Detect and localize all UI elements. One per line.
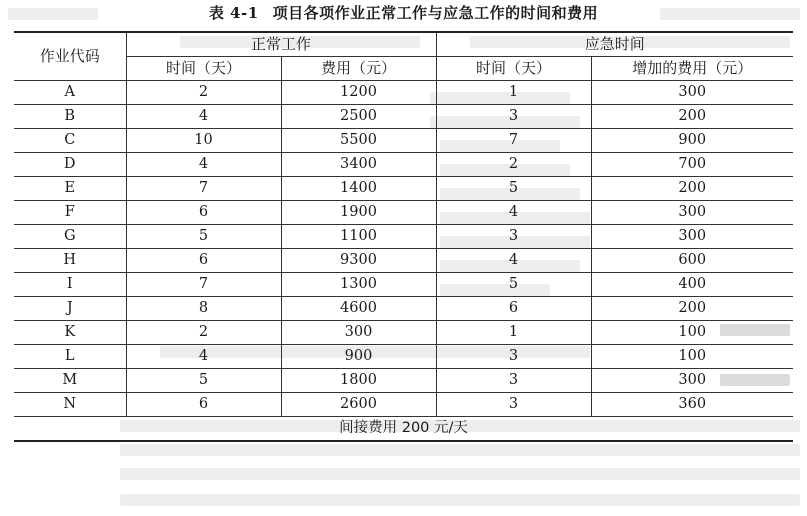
cell-extra-cost: 200 — [591, 177, 793, 201]
cell-normal-time: 6 — [126, 201, 281, 225]
cell-normal-cost: 900 — [281, 345, 436, 369]
indirect-cost-note: 间接费用 200 元/天 — [14, 417, 793, 442]
table-row — [14, 369, 793, 393]
cell-normal-cost: 9300 — [281, 249, 436, 273]
cell-activity-code: K — [14, 321, 126, 345]
cell-activity-code: J — [14, 297, 126, 321]
cell-crash-time: 3 — [436, 369, 591, 393]
cell-normal-cost: 3400 — [281, 153, 436, 177]
table-row — [14, 297, 793, 321]
cell-normal-cost: 2500 — [281, 105, 436, 129]
table-row — [14, 105, 793, 129]
table-body — [14, 81, 793, 417]
cell-crash-time: 1 — [436, 321, 591, 345]
cell-normal-time: 4 — [126, 153, 281, 177]
cell-normal-time: 6 — [126, 249, 281, 273]
cell-activity-code: H — [14, 249, 126, 273]
header-crash-extra-cost: 增加的费用（元） — [591, 57, 793, 81]
table-row — [14, 393, 793, 417]
cell-extra-cost: 600 — [591, 249, 793, 273]
header-crash-group: 应急时间 — [436, 32, 793, 57]
table-row — [14, 81, 793, 105]
cell-normal-cost: 1200 — [281, 81, 436, 105]
cell-activity-code: L — [14, 345, 126, 369]
cell-crash-time: 1 — [436, 81, 591, 105]
cell-crash-time: 4 — [436, 201, 591, 225]
table-caption — [0, 2, 807, 23]
cell-activity-code: A — [14, 81, 126, 105]
header-normal-group: 正常工作 — [126, 32, 436, 57]
cell-crash-time: 4 — [436, 249, 591, 273]
header-normal-time: 时间（天） — [126, 57, 281, 81]
table-row — [14, 201, 793, 225]
cell-normal-cost: 1100 — [281, 225, 436, 249]
cell-normal-time: 6 — [126, 393, 281, 417]
cell-crash-time: 2 — [436, 153, 591, 177]
cell-extra-cost: 100 — [591, 321, 793, 345]
table-row — [14, 321, 793, 345]
cell-normal-time: 8 — [126, 297, 281, 321]
cell-normal-time: 4 — [126, 105, 281, 129]
header-row-groups — [14, 32, 793, 57]
table-row — [14, 345, 793, 369]
cell-activity-code: I — [14, 273, 126, 297]
cell-crash-time: 7 — [436, 129, 591, 153]
cell-normal-time: 7 — [126, 273, 281, 297]
table-number: 表 4-1 — [208, 4, 259, 22]
cell-extra-cost: 700 — [591, 153, 793, 177]
cell-extra-cost: 100 — [591, 345, 793, 369]
table-title: 项目各项作业正常工作与应急工作的时间和费用 — [272, 4, 599, 22]
cell-normal-time: 5 — [126, 225, 281, 249]
cell-normal-time: 5 — [126, 369, 281, 393]
table-row — [14, 177, 793, 201]
cell-crash-time: 6 — [436, 297, 591, 321]
cell-extra-cost: 300 — [591, 369, 793, 393]
cost-time-table — [14, 31, 793, 442]
header-crash-time: 时间（天） — [436, 57, 591, 81]
header-normal-cost: 费用（元） — [281, 57, 436, 81]
table-row — [14, 249, 793, 273]
cell-extra-cost: 300 — [591, 225, 793, 249]
cell-extra-cost: 300 — [591, 81, 793, 105]
cell-extra-cost: 200 — [591, 297, 793, 321]
cell-normal-time: 2 — [126, 321, 281, 345]
cell-normal-time: 10 — [126, 129, 281, 153]
cell-normal-cost: 1300 — [281, 273, 436, 297]
cell-normal-cost: 1900 — [281, 201, 436, 225]
cell-normal-cost: 300 — [281, 321, 436, 345]
cell-normal-time: 2 — [126, 81, 281, 105]
cell-activity-code: F — [14, 201, 126, 225]
cell-normal-cost: 2600 — [281, 393, 436, 417]
cell-extra-cost: 300 — [591, 201, 793, 225]
table-row — [14, 273, 793, 297]
cell-extra-cost: 400 — [591, 273, 793, 297]
cell-normal-cost: 1400 — [281, 177, 436, 201]
cell-extra-cost: 200 — [591, 105, 793, 129]
cell-crash-time: 3 — [436, 225, 591, 249]
header-row-columns — [14, 57, 793, 81]
cell-crash-time: 3 — [436, 393, 591, 417]
cell-activity-code: B — [14, 105, 126, 129]
cell-extra-cost: 900 — [591, 129, 793, 153]
table-row — [14, 225, 793, 249]
cell-normal-time: 7 — [126, 177, 281, 201]
cell-normal-cost: 4600 — [281, 297, 436, 321]
table-row — [14, 153, 793, 177]
cell-crash-time: 5 — [436, 273, 591, 297]
cell-activity-code: M — [14, 369, 126, 393]
cell-activity-code: E — [14, 177, 126, 201]
cell-normal-cost: 1800 — [281, 369, 436, 393]
cell-crash-time: 3 — [436, 345, 591, 369]
cell-crash-time: 3 — [436, 105, 591, 129]
cell-activity-code: N — [14, 393, 126, 417]
table-row — [14, 129, 793, 153]
footer-row — [14, 417, 793, 442]
cell-extra-cost: 360 — [591, 393, 793, 417]
cell-activity-code: D — [14, 153, 126, 177]
cell-normal-time: 4 — [126, 345, 281, 369]
header-activity-code: 作业代码 — [14, 32, 126, 81]
cell-activity-code: C — [14, 129, 126, 153]
cell-crash-time: 5 — [436, 177, 591, 201]
cell-normal-cost: 5500 — [281, 129, 436, 153]
cell-activity-code: G — [14, 225, 126, 249]
